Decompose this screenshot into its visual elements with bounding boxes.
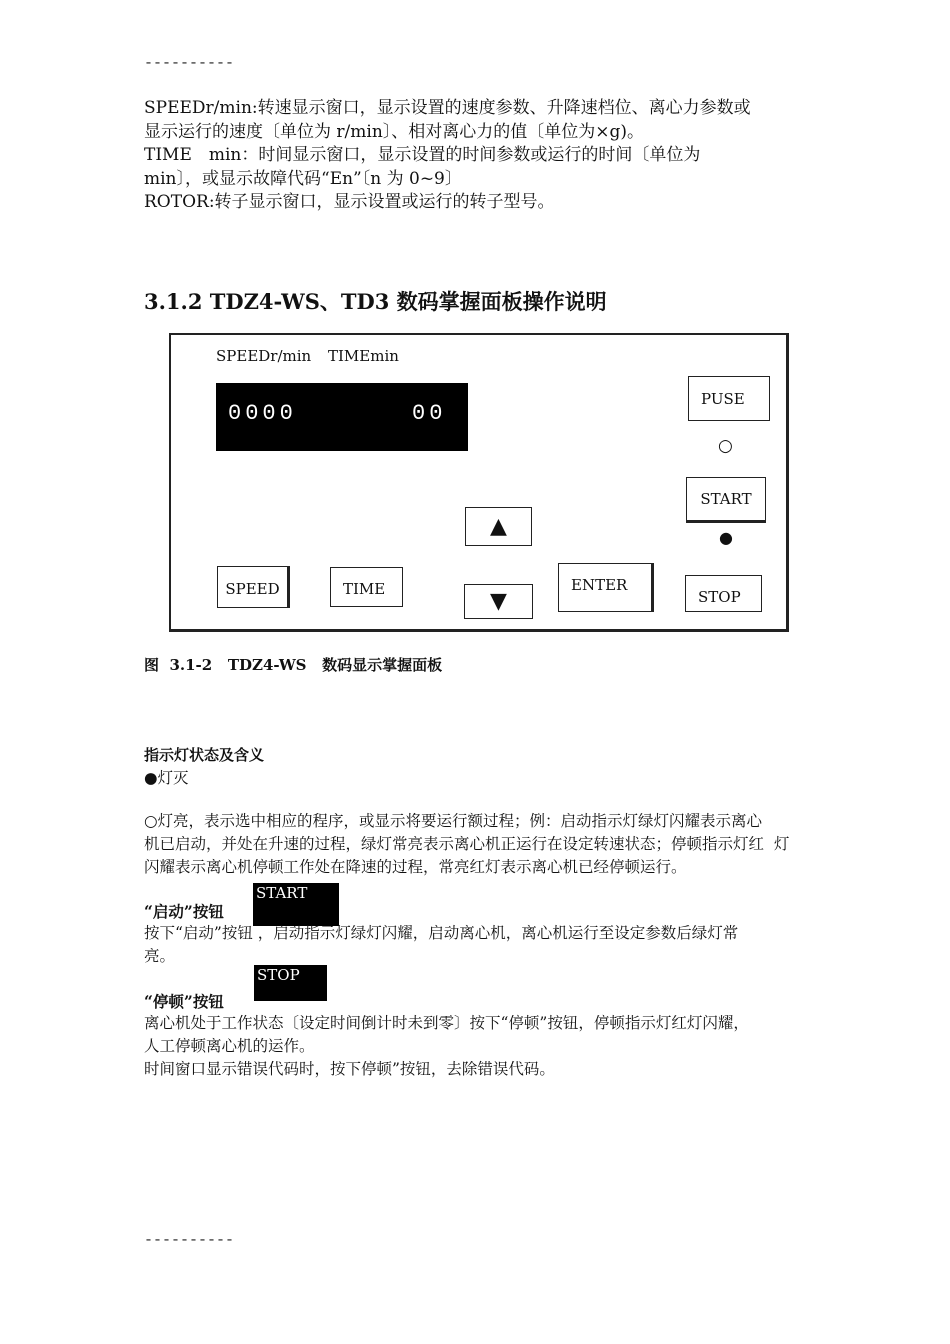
intro-line: min〕，或显示故障代码“En”〔n 为 0~9〕 xyxy=(144,168,462,189)
down-arrow-button[interactable] xyxy=(464,584,533,619)
indicator-on-line: 闪耀表示离心机停顿工作处在降速的过程，常亮红灯表示离心机已经停顿运行。 xyxy=(144,858,687,876)
stop-section-title: “停顿”按钮 xyxy=(144,992,224,1011)
footer-rule: ---------- xyxy=(144,1232,235,1249)
indicator-on-paragraph xyxy=(144,810,814,879)
digital-display xyxy=(216,383,468,451)
time-button[interactable] xyxy=(330,567,403,607)
stop-button-label: STOP xyxy=(698,587,741,606)
indicator-on-line: 机已启动，并处在升速的过程，绿灯常亮表示离心机正运行在设定转速状态；停顿指示灯红 灯 xyxy=(144,835,790,853)
start-section-line: 按下“启动”按钮 ，启动指示灯绿灯闪耀，启动离心机，离心机运行至设定参数后绿灯常 xyxy=(144,924,739,942)
stop-section-line: 时间窗口显示错误代码时，按下停顿”按钮，去除错误代码。 xyxy=(144,1060,555,1078)
indicator-off-line: ●灯灭 xyxy=(144,769,189,787)
enter-button-label: ENTER xyxy=(571,576,628,594)
start-button-label: START xyxy=(700,490,752,508)
start-section-line: 亮。 xyxy=(144,947,176,965)
start-indicator-icon: ● xyxy=(719,528,733,547)
speed-button[interactable] xyxy=(217,566,290,608)
indicator-on-line: ○灯亮，表示选中相应的程序，或显示将要运行额过程；例：启动指示灯绿灯闪耀表示离心 xyxy=(144,812,763,830)
intro-paragraph xyxy=(144,97,814,215)
up-arrow-button[interactable] xyxy=(465,507,532,546)
stop-section-paragraph xyxy=(144,1012,814,1081)
intro-line: 显示运行的速度〔单位为 r/min〕、相对离心力的值〔单位为×g)。 xyxy=(144,121,645,142)
pause-indicator-icon: ○ xyxy=(718,436,733,456)
start-key-image xyxy=(253,883,339,926)
intro-line: ROTOR:转子显示窗口，显示设置或运行的转子型号。 xyxy=(144,192,555,212)
stop-key-image xyxy=(254,965,327,1001)
stop-section-line: 人工停顿离心机的运作。 xyxy=(144,1037,315,1055)
time-label: TIMEmin xyxy=(328,347,399,365)
control-panel xyxy=(169,333,789,632)
stop-section-line: 离心机处于工作状态〔设定时间倒计时未到零〕按下“停顿”按钮，停顿指示灯红灯闪耀， xyxy=(144,1014,749,1032)
puse-button-label: PUSE xyxy=(701,389,745,408)
start-section-paragraph xyxy=(144,922,814,968)
intro-line: SPEEDr/min:转速显示窗口，显示设置的速度参数、升降速档位、离心力参数或 xyxy=(144,98,751,118)
stop-button[interactable] xyxy=(685,575,762,612)
speed-label: SPEEDr/min xyxy=(216,347,312,365)
header-rule: ---------- xyxy=(144,55,235,72)
section-heading: 3.1.2 TDZ4-WS、TD3 数码掌握面板操作说明 xyxy=(144,289,607,314)
up-arrow-icon: ▲ xyxy=(490,514,507,539)
enter-button[interactable] xyxy=(558,563,654,612)
speed-readout: 0000 xyxy=(228,401,297,426)
indicators-heading: 指示灯状态及含义 xyxy=(144,746,265,764)
time-button-label: TIME xyxy=(343,579,386,598)
start-key-label: START xyxy=(256,884,308,902)
start-section-title: “启动”按钮 xyxy=(144,902,224,921)
speed-button-label: SPEED xyxy=(225,579,280,598)
puse-button[interactable] xyxy=(688,376,770,421)
start-button[interactable] xyxy=(686,477,766,523)
down-arrow-icon: ▼ xyxy=(490,589,507,614)
figure-caption: 图 3.1-2 TDZ4-WS 数码显示掌握面板 xyxy=(144,656,443,674)
time-readout: 00 xyxy=(412,401,447,426)
stop-key-label: STOP xyxy=(257,966,300,984)
intro-line: TIME min：时间显示窗口，显示设置的时间参数或运行的时间〔单位为 xyxy=(144,145,701,165)
